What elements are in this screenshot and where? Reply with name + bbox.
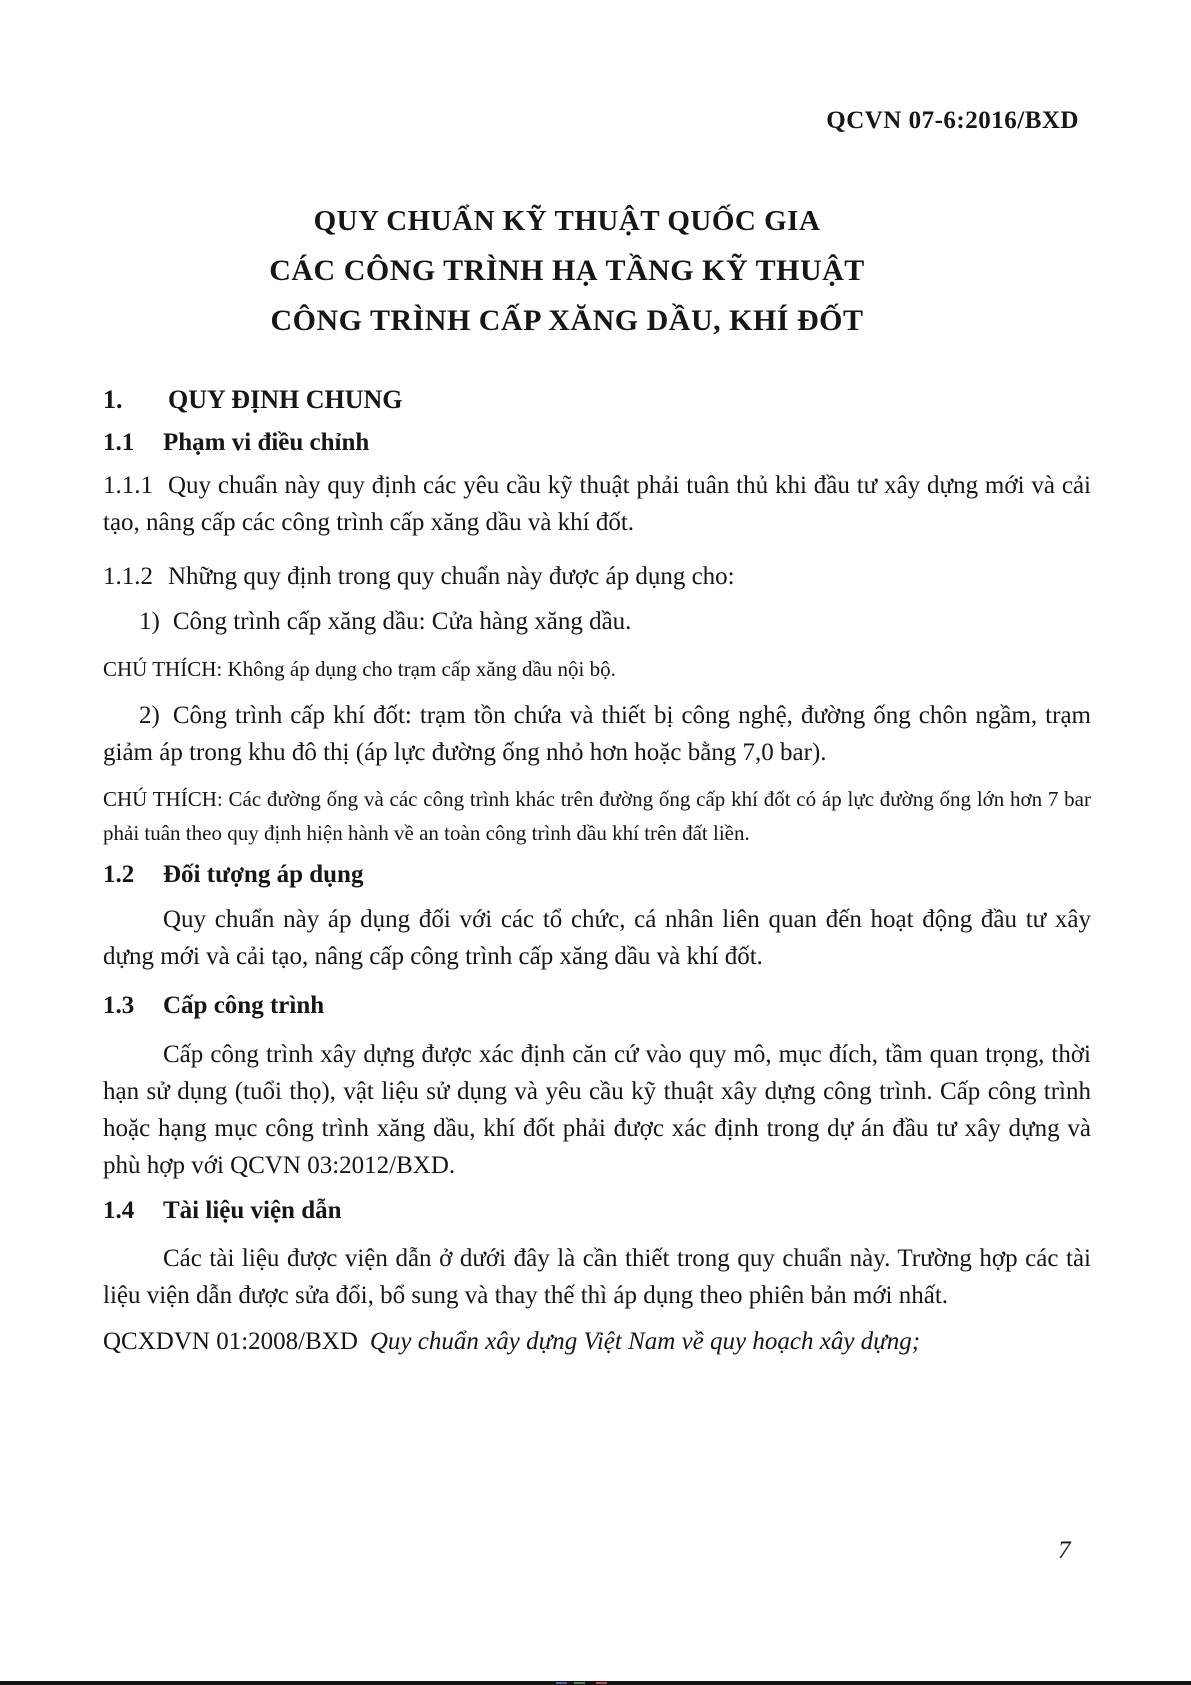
paragraph-1-1-1 (103, 467, 1091, 541)
list-item-2-marker: 2) (139, 702, 160, 729)
scan-artifact-red (596, 1682, 607, 1684)
list-item-1-marker: 1) (139, 608, 160, 635)
reference-line (103, 1323, 1091, 1360)
section-1-3-title: Cấp công trình (163, 992, 325, 1019)
reference-code: QCXDVN 01:2008/BXD (103, 1328, 358, 1355)
list-item-1 (103, 603, 1091, 640)
section-1-2-title: Đối tượng áp dụng (163, 861, 364, 888)
page-number: 7 (1058, 1537, 1071, 1564)
document-title-line-1: QUY CHUẨN KỸ THUẬT QUỐC GIA (313, 205, 821, 237)
paragraph-1-1-2 (103, 558, 1091, 595)
paragraph-1-4: Các tài liệu được viện dẫn ở dưới đây là cần thiết trong quy chuẩn này. Trường hợp các tài liệu viện dẫn được sửa đổi, bổ sung và thay thế thì áp dụng theo phiên bản mới nhất. (103, 1245, 1091, 1309)
list-item-2 (103, 697, 1091, 771)
paragraph-1-1-1-number: 1.1.1 (103, 472, 153, 499)
note-chu-thich-1: CHÚ THÍCH: Không áp dụng cho trạm cấp xăng dầu nội bộ. (103, 657, 616, 681)
paragraph-1-2: Quy chuẩn này áp dụng đối với các tổ chức, cá nhân liên quan đến hoạt động đầu tư xây dựng mới và cải tạo, nâng cấp công trình cấp xăng dầu và khí đốt. (103, 906, 1091, 970)
section-1-4-heading (103, 1194, 1091, 1228)
section-1-heading (103, 382, 1091, 418)
section-1-title: QUY ĐỊNH CHUNG (168, 385, 403, 414)
section-1-1-number: 1.1 (103, 429, 135, 456)
document-code: QCVN 07-6:2016/BXD (826, 107, 1079, 134)
section-1-3-number: 1.3 (103, 992, 135, 1019)
document-title-line-3: CÔNG TRÌNH CẤP XĂNG DẦU, KHÍ ĐỐT (270, 304, 864, 337)
document-content (0, 106, 1191, 1360)
list-item-1-text: Công trình cấp xăng dầu: Cửa hàng xăng dầu. (172, 608, 632, 635)
paragraph-1-1-1-text: Quy chuẩn này quy định các yêu cầu kỹ thuật phải tuân thủ khi đầu tư xây dựng mới và cải tạo, nâng cấp các công trình cấp xăng dầu và khí đốt. (103, 472, 1091, 536)
scan-artifact-green (574, 1682, 585, 1684)
section-1-2-number: 1.2 (103, 861, 135, 888)
reference-title: Quy chuẩn xây dựng Việt Nam về quy hoạch xây dựng; (369, 1328, 921, 1355)
paragraph-1-1-2-number: 1.1.2 (103, 563, 153, 590)
section-1-number: 1. (103, 385, 123, 414)
document-title-line-2: CÁC CÔNG TRÌNH HẠ TẦNG KỸ THUẬT (269, 254, 865, 287)
section-1-1-heading (103, 426, 1091, 460)
document-title (103, 200, 1091, 342)
paragraph-1-3: Cấp công trình xây dựng được xác định căn cứ vào quy mô, mục đích, tầm quan trọng, thời hạn sử dụng (tuổi thọ), vật liệu sử dụng và yêu cầu kỹ thuật xây dựng công trình. Cấp công trình hoặc hạng mục công trình xăng dầu, khí đốt phải được xác định trong dự án đầu tư xây dựng và phù hợp với QCVN 03:2012/BXD. (103, 1041, 1091, 1179)
section-1-4-title: Tài liệu viện dẫn (163, 1197, 342, 1224)
scan-bottom-edge (0, 1681, 1191, 1685)
section-1-4-number: 1.4 (103, 1197, 135, 1224)
section-1-1-title: Phạm vi điều chỉnh (163, 429, 370, 456)
scan-artifact-blue (556, 1682, 567, 1684)
paragraph-1-1-2-text: Những quy định trong quy chuẩn này được áp dụng cho: (168, 563, 735, 590)
list-item-2-text: Công trình cấp khí đốt: trạm tồn chứa và thiết bị công nghệ, đường ống chôn ngầm, trạm giảm áp trong khu đô thị (áp lực đường ống nhỏ hơn hoặc bằng 7,0 bar). (103, 702, 1091, 766)
section-1-2-heading (103, 858, 1091, 892)
note-chu-thich-2: CHÚ THÍCH: Các đường ống và các công trình khác trên đường ống cấp khí đốt có áp lực đường ống lớn hơn 7 bar phải tuân theo quy định hiện hành về an toàn công trình dầu khí trên đất liền. (103, 787, 1091, 845)
section-1-3-heading (103, 989, 1091, 1023)
